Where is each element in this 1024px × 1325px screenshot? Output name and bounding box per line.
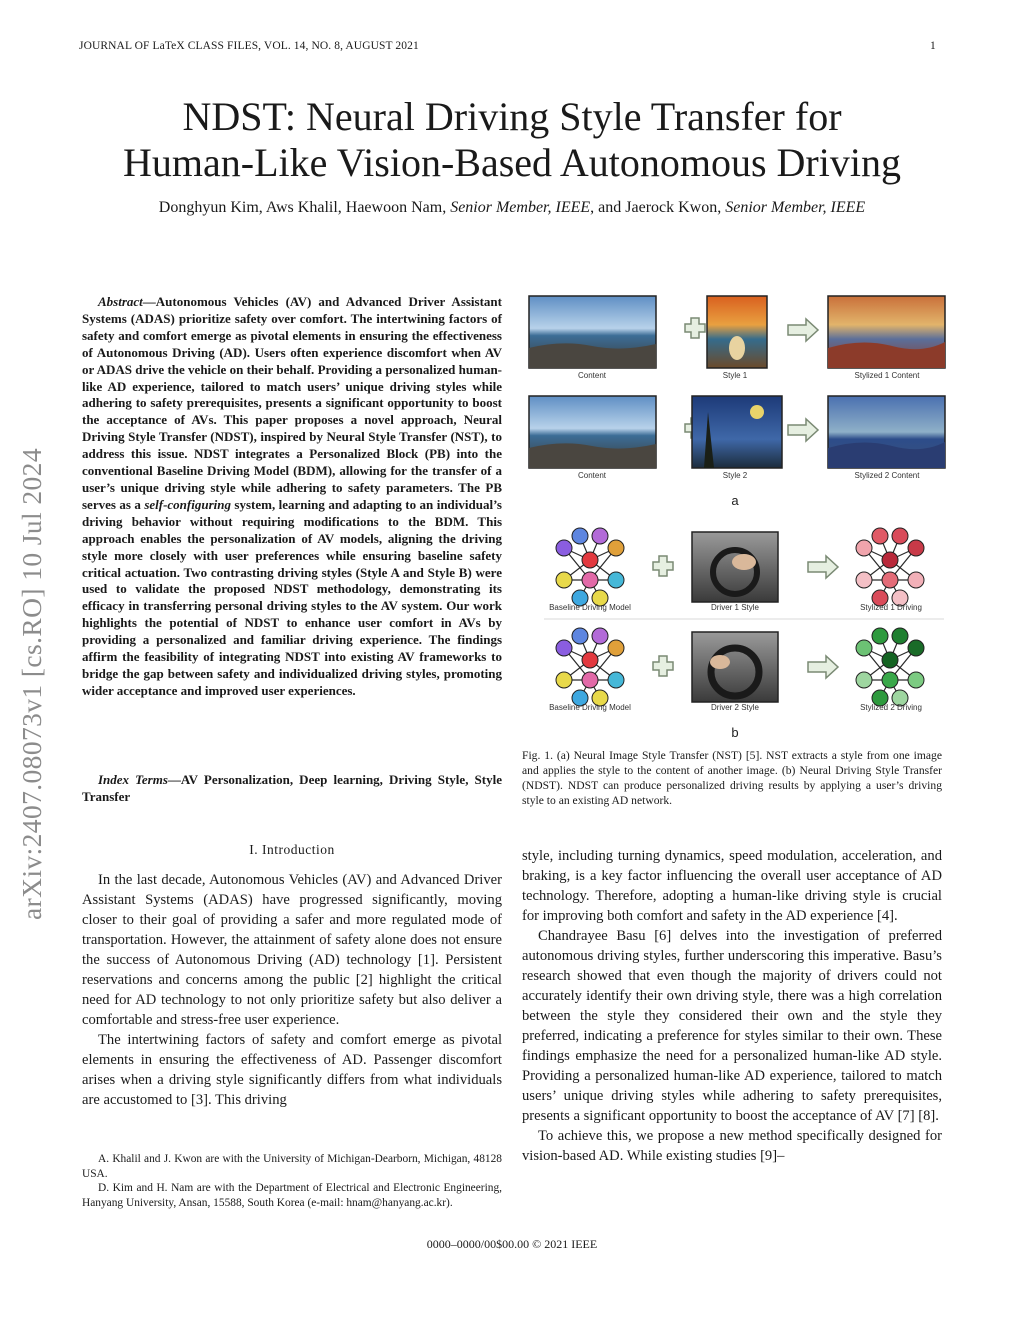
author-list [60,199,964,217]
figure-1-graphic [522,290,952,740]
label-driver-2: Driver 2 Style [710,703,760,712]
abstract-text-1: —Autonomous Vehicles (AV) and Advanced Driver Assistant Systems (ADAS) prioritize safety over comfort. The intertwining factors of safety and comfort emerge as pivotal elements in ensuring the effectiveness of Autonomous Driving (AD). Users often experience discomfort when AV or ADAS drive the vehicle on their behalf. Providing a personalized human-like AD experience, tailored to match users’ unique driving styles while adhering to safety prerequisites, presents a significant opportunity to boost the acceptance of AVs. This paper proposes a novel approach, Neural Driving Style Transfer (NDST), inspired by Neural Style Transfer (NST), to address this issue. NDST integrates a Personalized Block (PB) into the conventional Baseline Driving Model (BDM), allowing for the transfer of a user’s unique driving style while adhering to safety parameters. The PB serves as a [82,294,502,512]
plus-icon [685,318,705,338]
driver-hand-1 [732,554,756,570]
starry-moon [750,405,764,419]
arxiv-stamp: arXiv:2407.08073v1 [cs.RO] 10 Jul 2024 [16,448,47,920]
driver-2-photo [692,632,778,702]
figure-caption: Fig. 1. (a) Neural Image Style Transfer (NST) [5]. NST extracts a style from one image and applies the style to the content of another image. (b) Neural Driving Style Transfer (NDST). NDST can produce personalized driving results by applying a user’s driving style to an existing AD network. [522,749,942,807]
abstract [82,294,502,700]
footnote-2: D. Kim and H. Nam are with the Department of Electrical and Electronic Engineering, Hanyang University, Ansan, 15588, South Korea (e-mail: hnam@hanyang.ac.kr). [82,1182,502,1209]
right-paragraph-1: style, including turning dynamics, speed modulation, acceleration, and braking, is a key factor influencing the overall user acceptance of AD technology. Therefore, adopting a human-like driving style is crucial for improving both comfort and safety in the AD experience [4]. [522,848,942,924]
arrow-icon [808,556,838,578]
label-stylized-driving-1: Stylized 1 Driving [860,603,922,612]
page-number: 1 [930,40,936,52]
abstract-text-2: system, learning and adapting to an individual’s driving behavior without requiring modifications to the BDM. This approach enables the personalization of AV models, aligning the driving style more closely with user preferences while ensuring baseline safety critical actuation. Two contrasting driving styles (Style A and Style B) were used to validate the proposed NDST methodology, demonstrating its efficacy in transferring personal driving styles to the AV system. Our work highlights the potential of NDST to enhance user comfort in AVs by providing a personalized and familiar driving experience. The findings affirm the feasibility of integrating NDST into existing AV frameworks to bridge the gap between safety and individualized driving styles, promoting wider acceptance and improved user experiences. [82,496,502,698]
right-column-text [522,846,942,1166]
label-stylized-1: Stylized 1 Content [854,371,920,380]
introduction-text [82,870,502,1110]
plus-icon [653,556,673,576]
arrow-icon [808,656,838,678]
label-stylized-driving-2: Stylized 2 Driving [860,703,922,712]
index-terms-text: —AV Personalization, Deep learning, Driving Style, Style Transfer [82,772,502,804]
title-line-2: Human-Like Vision-Based Autonomous Driving [123,140,901,185]
author-and: , and Jaerock Kwon, [590,199,722,216]
paper-title [60,94,964,186]
arrow-icon [788,319,818,341]
author-role-2: Senior Member, IEEE [725,199,866,216]
section-heading: I. Introduction [249,842,335,857]
panel-label-b: b [731,725,739,740]
right-paragraph-2: Chandrayee Basu [6] delves into the investigation of preferred autonomous driving styles, further underscoring this imperative. Basu’s research showed that even though the majority of drivers could not accurately identify their own driving style, there was a high correlation between the style they considered their own and the style they preferred, indicating a preference for styles similar to their own. These findings emphasize the need for a personalized human-like AD style. Providing a personalized human-like AD experience, tailored to match users’ unique driving styles while adhering to safety prerequisites, presents a significant opportunity to boost the acceptance of AV [7] [8]. [522,928,942,1124]
index-terms [82,772,502,806]
title-line-1: NDST: Neural Driving Style Transfer for [182,94,842,139]
label-style-2: Style 2 [722,471,748,480]
label-content-2: Content [577,471,607,480]
label-bdm-1: Baseline Driving Model [549,603,631,612]
scream-figure [729,336,745,360]
index-terms-label: Index Terms [98,772,168,787]
author-names: Donghyun Kim, Aws Khalil, Haewoon Nam, [158,199,447,216]
running-header: JOURNAL OF LaTeX CLASS FILES, VOL. 14, NO. 8, AUGUST 2021 [79,40,419,52]
label-style-1: Style 1 [722,371,748,380]
intro-paragraph-2: The intertwining factors of safety and comfort emerge as pivotal elements in ensuring the effectiveness of AD. Passenger discomfort arises when a driving style significantly differs from what individuals are accustomed to [3]. This driving [82,1032,502,1108]
network-stylized-1 [856,528,924,606]
arrow-icon [788,419,818,441]
author-role-1: Senior Member, IEEE [450,199,591,216]
panel-label-a: a [731,493,739,508]
footnote-1: A. Khalil and J. Kwon are with the University of Michigan-Dearborn, Michigan, 48128 USA. [82,1153,502,1180]
network-baseline-1 [556,528,624,606]
abstract-label: Abstract [98,294,143,309]
network-baseline-2 [556,628,624,706]
label-bdm-2: Baseline Driving Model [549,703,631,712]
network-stylized-2 [856,628,924,706]
intro-paragraph-1: In the last decade, Autonomous Vehicles (AV) and Advanced Driver Assistant Systems (ADAS) have progressed significantly, moving closer to their goal of providing a safer and more regulated mode of transportation. However, the attainment of safety alone does not ensure the success of Autonomous Driving (AD) technology [1]. Persistent reservations and concerns among the public [2] highlight the critical need for AD technology to not only prioritize safety but also deliver a comfortable and stress-free user experience. [82,872,502,1028]
label-driver-1: Driver 1 Style [710,603,760,612]
figure-1 [522,290,952,740]
abstract-emphasis: self-configuring [144,496,231,512]
footnotes [82,1152,502,1210]
label-content-1: Content [577,371,607,380]
right-paragraph-3: To achieve this, we propose a new method specifically designed for vision-based AD. While existing studies [9]– [522,1128,942,1164]
plus-icon [653,656,673,676]
copyright-footer: 0000–0000/00$00.00 © 2021 IEEE [426,1237,598,1251]
driver-hand-2 [710,655,730,669]
label-stylized-2: Stylized 2 Content [854,471,920,480]
